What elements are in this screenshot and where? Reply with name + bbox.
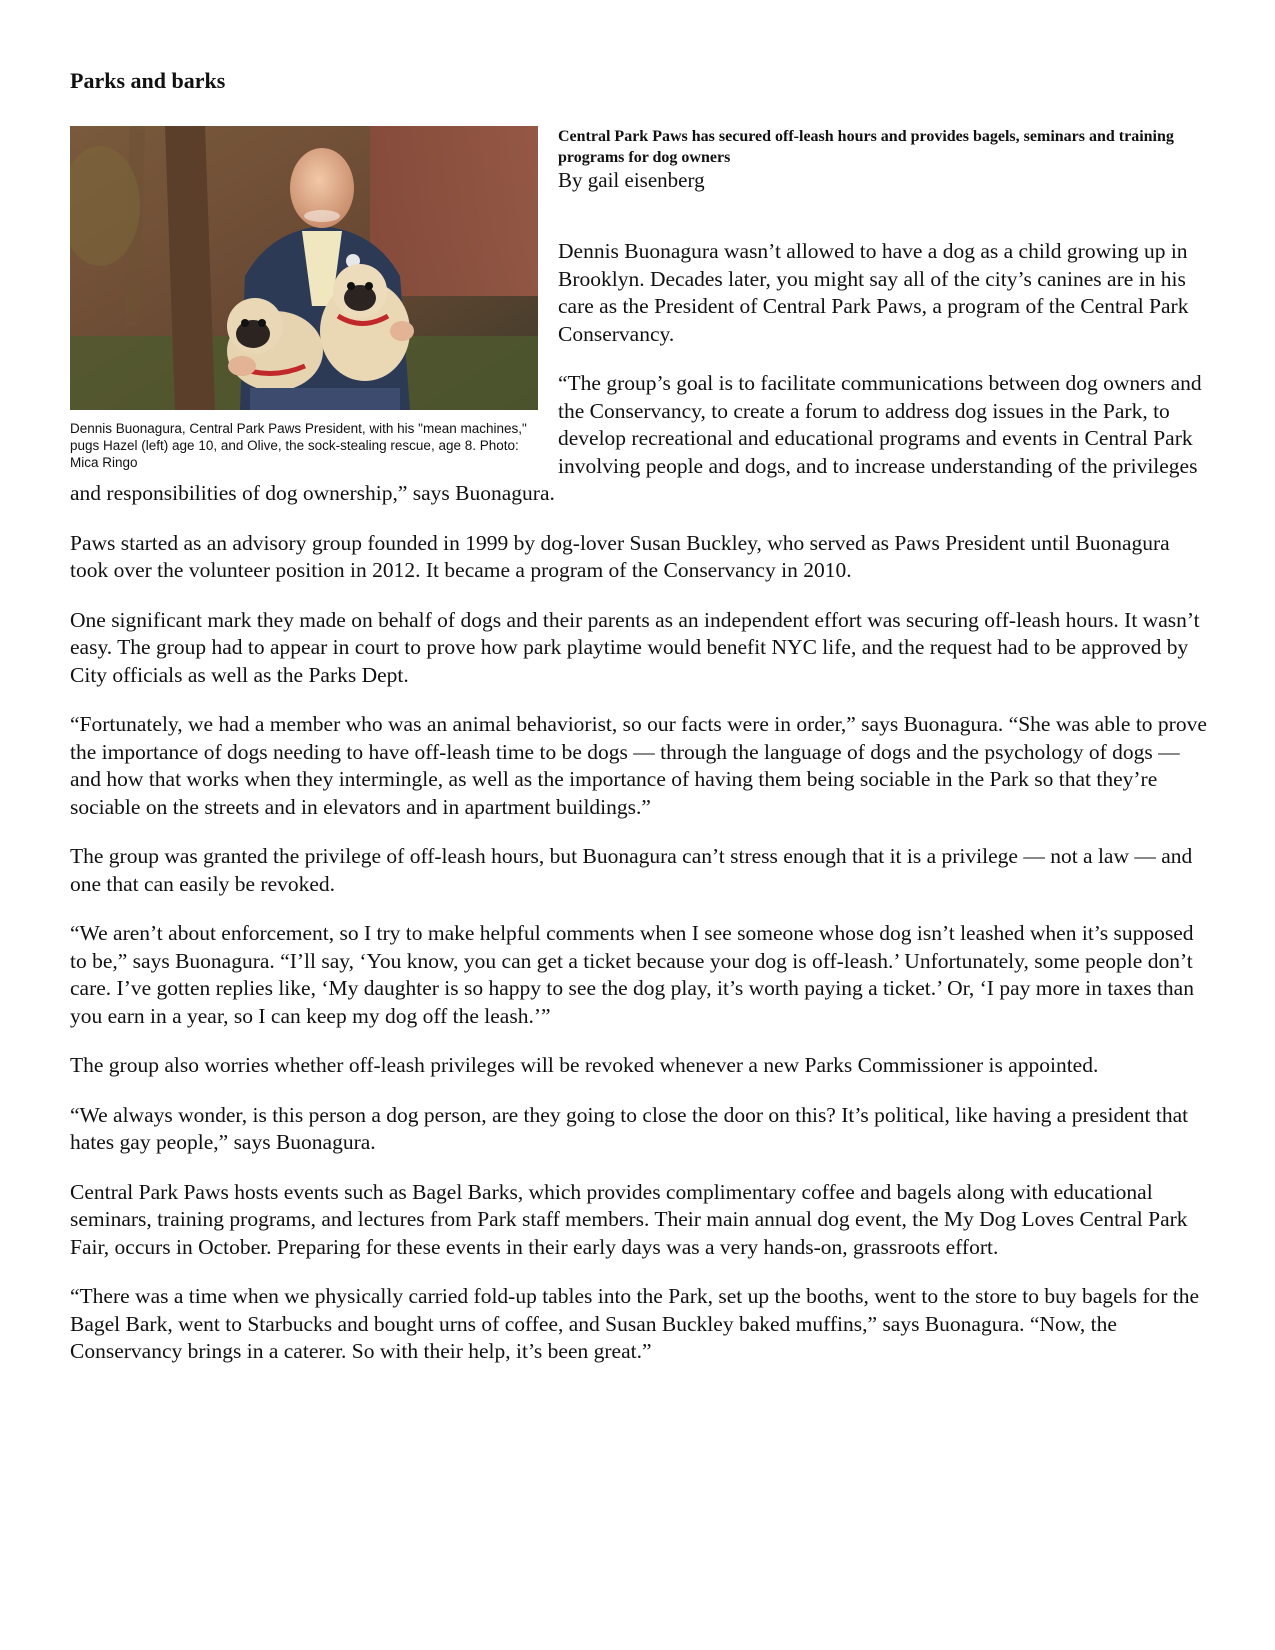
article-paragraph: The group was granted the privilege of off-leash hours, but Buonagura can’t stress enough that it is a privilege — not a law — and one that can easily be revoked. — [70, 844, 1193, 896]
article-paragraph: Central Park Paws hosts events such as Bagel Barks, which provides complimentary coffee and bagels along with educational seminars, training programs, and lectures from Park staff members. Their main annual dog event, the My Dog Loves Central Park Fair, occurs in October. Preparing for these events in their early days was a very hands-on, grassroots effort. — [70, 1179, 1188, 1259]
article-paragraph: “There was a time when we physically carried fold-up tables into the Park, set up the booths, went to the store to buy bagels for the Bagel Bark, went to Starbucks and bought urns of coffee, and Susan Buckley baked muffins,” says Buonagura. “Now, the Conservancy brings in a caterer. So with their help, it’s been great.” — [70, 1284, 1200, 1363]
photo-figure — [70, 126, 548, 471]
article-paragraph: “Fortunately, we had a member who was an animal behaviorist, so our facts were in order,” says Buonagura. “She was able to prove the importance of dogs needing to have off-leash time to be dogs — through the language of dogs and the psychology of dogs — and how that works when they intermingle, as well as the importance of having them being sociable in the Park so that they’re sociable on the streets and in elevators and in apartment buildings.” — [70, 712, 1207, 819]
article-paragraph: One significant mark they made on behalf of dogs and their parents as an independent effort was securing off-leash hours. It wasn’t easy. The group had to appear in court to prove how park playtime would benefit NYC life, and the request had to be approved by City officials as well as the Parks Dept. — [70, 607, 1200, 687]
article-paragraph: Paws started as an advisory group founded in 1999 by dog-lover Susan Buckley, who served as Paws President until Buonagura took over the volunteer position in 2012. It became a program of the Conservancy in 2010. — [70, 530, 1170, 582]
article-paragraph: “We aren’t about enforcement, so I try to make helpful comments when I see someone whose dog isn’t leashed when it’s supposed to be,” says Buonagura. “I’ll say, ‘You know, you can get a ticket because your dog is off-leash.’ Unfortunately, some people don’t care. I’ve gotten replies like, ‘My daughter is so happy to see the dog play, it’s worth paying a ticket.’ Or, ‘I pay more in taxes than you earn in a year, so I can keep my dog off the leash.’” — [70, 921, 1194, 1028]
article-paragraph: “The group’s goal is to facilitate communications between dog owners and the Conservancy, to create a forum to address dog issues in the Park, to develop recreational and educational programs and events in Central Park involving people and dogs, and to increase understanding of the privileges and responsibilities of dog ownership,” says Buonagura. — [70, 371, 1202, 505]
article — [70, 66, 1210, 1388]
article-deck: Central Park Paws has secured off-leash hours and provides bagels, seminars and training programs for dog owners — [558, 128, 1174, 166]
article-paragraph: Dennis Buonagura wasn’t allowed to have a dog as a child growing up in Brooklyn. Decades later, you might say all of the city’s canines are in his care as the President of Central Park Paws, a program of the Central Park Conservancy. — [558, 239, 1189, 346]
article-byline: By gail eisenberg — [558, 168, 705, 192]
article-paragraph: The group also worries whether off-leash privileges will be revoked whenever a new Parks Commissioner is appointed. — [70, 1053, 1099, 1077]
article-paragraph: “We always wonder, is this person a dog person, are they going to close the door on this? It’s political, like having a president that hates gay people,” says Buonagura. — [70, 1102, 1189, 1154]
photo-man-with-pugs — [70, 126, 538, 410]
article-title: Parks and barks — [70, 68, 226, 93]
photo-caption: Dennis Buonagura, Central Park Paws President, with his "mean machines," pugs Hazel (left) age 10, and Olive, the sock-stealing rescue, age 8. Photo: Mica Ringo — [70, 421, 527, 470]
